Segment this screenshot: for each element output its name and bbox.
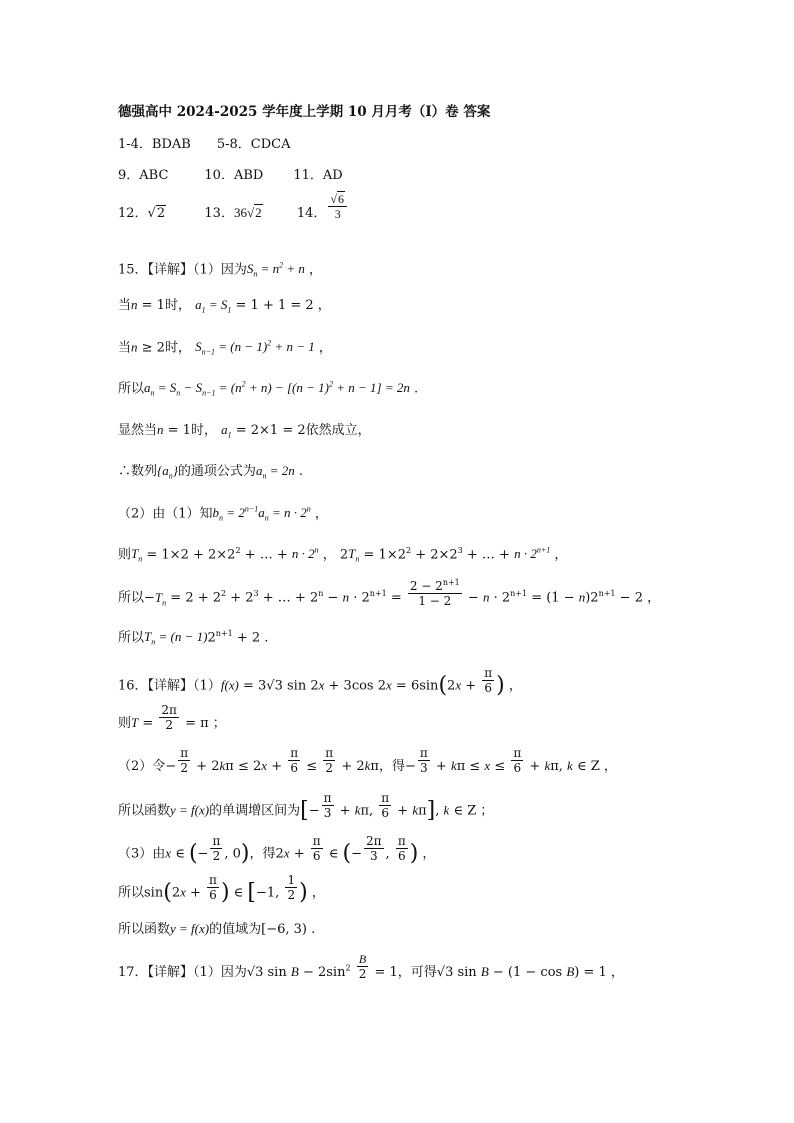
q16-line-5: （3）由x ∈ (− $\frac{\pi}{2}$ , 0)，得2x + $\frac{\pi}{6}$ ∈ (− $\frac{2\pi}{3}$ , $\frac{\pi}{6}$ ) ， [118, 833, 436, 866]
q15-line-6: ∴数列$\{a_n\}$的通项公式为$a_n = 2n$ . [118, 463, 303, 481]
q15-line-9: 所以$-T_n = 2 + 2^2 + 2^3$ + … + $2^n - n \cdot 2^{n+1}$ = $\frac{2 - 2^{n+1}}{1 - 2}$ − $n \cdot 2^{n+1} = (1 - n)2^{n+1} - 2$ ， [118, 578, 661, 608]
answer-14-label: 14． [296, 206, 327, 221]
q15-line-10: 所以$T_n = (n - 1)2^{n+1} + 2$ . [118, 629, 269, 647]
answer-14-value: $\frac{√6}{3}$ [328, 192, 347, 221]
answers-12-14 [118, 192, 349, 221]
q15-line-5: 显然当n = 1时， $a_1 = 2\times 1 = 2$依然成立， [118, 422, 371, 440]
answer-10: 10．ABD [204, 168, 264, 183]
answer-11: 11．AD [293, 168, 343, 183]
q15-line-3: 当n ≥ 2时， $S_{n-1} = (n - 1)^2 + n - 1$ ， [118, 339, 332, 357]
answers-9-11 [118, 169, 343, 182]
answer-13-value: 36√2 [233, 205, 262, 220]
page-title: 德强高中 2024-2025 学年度上学期 10 月月考（Ⅰ）卷 答案 [118, 104, 491, 120]
q15-line-8: 则$T_n = 1\times 2 + 2\times 2^2$ + … + $n \cdot 2^n$ ， $2T_n = 1\times 2^2 + 2\times 2^3$ + … + $n \cdot 2^{n+1}$ ， [118, 546, 568, 564]
answer-1-4: 1-4．BDAB [118, 137, 191, 152]
q15-line-2: 当n = 1时， $a_1 = S_1 = 1 + 1 = 2$ ， [118, 297, 331, 315]
q15-line-7: （2）由（1）知$b_n = 2^{n-1}a_n = n \cdot 2^n$ ， [118, 505, 328, 523]
q17-line-1: 17．【详解】（1）因为√3 $\sin B - 2\sin^2$ $\frac{B}{2}$ = 1，可得√3 sin B − (1 − cos B) = 1 ， [118, 952, 624, 981]
answer-12-label: 12． [118, 206, 148, 221]
answer-5-8: 5-8．CDCA [216, 137, 291, 152]
q16-line-4: 所以函数y = f(x)的单调增区间为[− $\frac{\pi}{3}$ + kπ, $\frac{\pi}{6}$ + kπ], k ∈ Z ； [118, 790, 494, 823]
q15-line-1: 15．【详解】（1）因为$S_n = n^2 + n$ ， [118, 261, 323, 279]
answer-12-value: √2 [147, 206, 166, 221]
q16-line-2: 则T = $\frac{2\pi}{2}$ = π ； [118, 703, 226, 732]
q15-line-4: 所以$a_n = S_n - S_{n-1} = (n^2 + n) - [(n - 1)^2 + n - 1] = 2n$ . [118, 380, 419, 398]
answer-9: 9．ABC [118, 168, 169, 183]
q16-line-3: （2）令− $\frac{\pi}{2}$ + 2kπ ≤ 2x + $\frac{\pi}{6}$ ≤ $\frac{\pi}{2}$ + 2kπ，得− $\frac{\pi}{3}$ + kπ ≤ x ≤ $\frac{\pi}{6}$ + kπ, k ∈ Z ， [118, 746, 617, 775]
answers-1-8 [118, 138, 291, 151]
q16-line-1: 16．【详解】（1）f(x) = 3√3 sin 2x + 3cos 2x = 6sin(2x + $\frac{\pi}{6}$ ) ， [118, 665, 522, 698]
answer-13-label: 13． [204, 206, 234, 221]
q16-line-7: 所以函数y = f(x)的值域为[−6, 3) . [118, 921, 316, 937]
q15-formula-sn: $S_n = n^2 + n$ [246, 261, 305, 279]
q16-line-6: 所以sin(2x + $\frac{\pi}{6}$ ) ∈ [−1, $\frac{1}{2}$ ) ， [118, 872, 325, 905]
